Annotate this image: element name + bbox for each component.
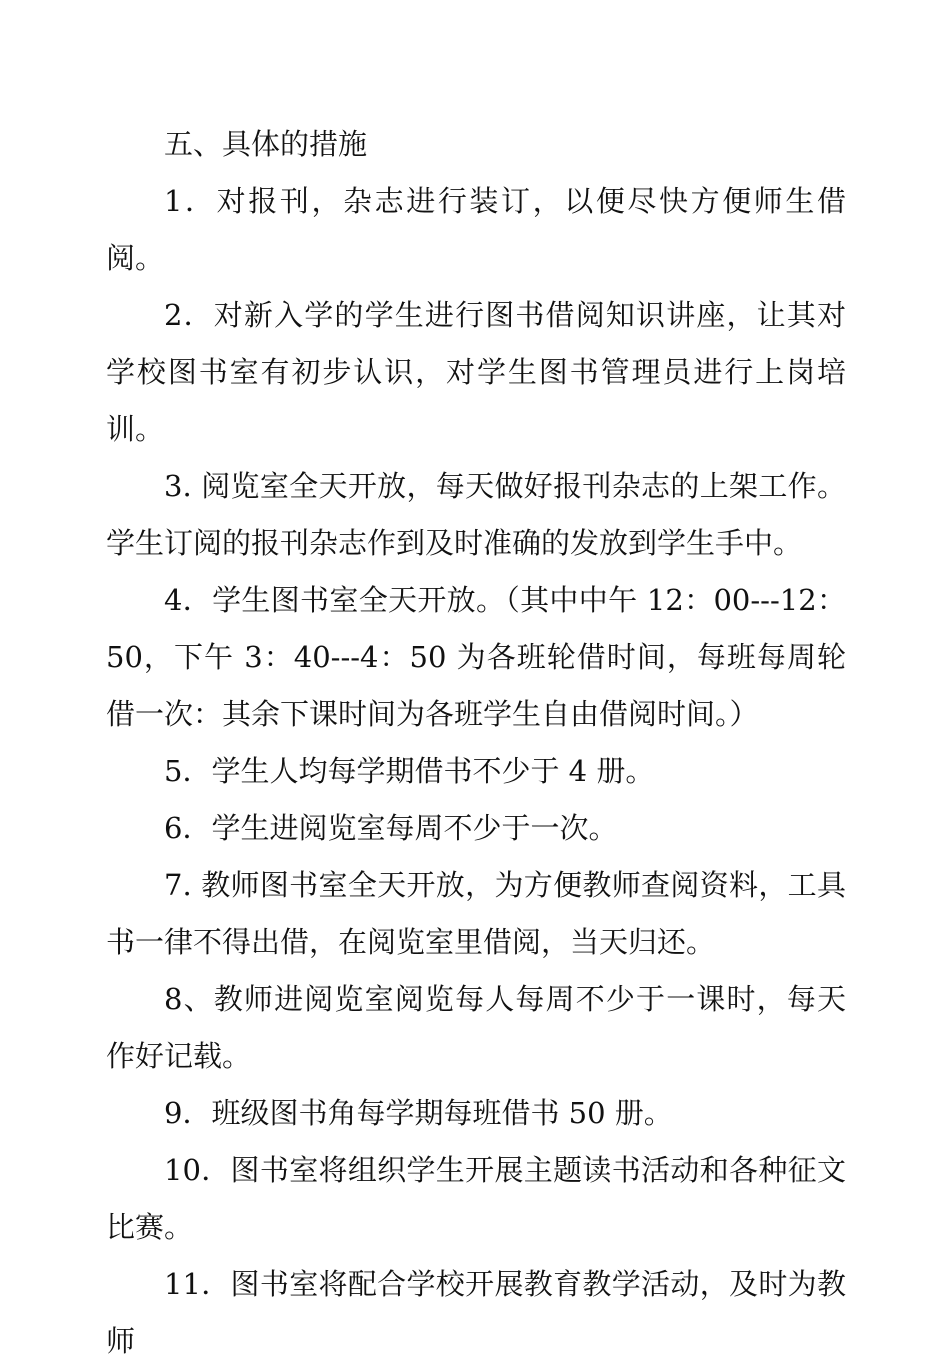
measure-item-3: 3. 阅览室全天开放，每天做好报刊杂志的上架工作。学生订阅的报刊杂志作到及时准确的发放到学生手中。 — [106, 469, 846, 560]
measure-item-5: 5．学生人均每学期借书不少于 4 册。 — [164, 754, 655, 788]
measure-item-8: 8、教师进阅览室阅览每人每周不少于一课时，每天作好记载。 — [106, 982, 846, 1073]
document-body — [106, 116, 846, 1370]
measure-item-1: 1．对报刊，杂志进行装订，以便尽快方便师生借阅。 — [106, 184, 846, 275]
measure-item-10: 10．图书室将组织学生开展主题读书活动和各种征文比赛。 — [106, 1153, 846, 1244]
measure-item-7: 7. 教师图书室全天开放，为方便教师查阅资料，工具书一律不得出借，在阅览室里借阅，当天归还。 — [106, 868, 846, 959]
measure-item-2: 2．对新入学的学生进行图书借阅知识讲座，让其对学校图书室有初步认识，对学生图书管理员进行上岗培训。 — [106, 298, 846, 446]
section-heading: 五、具体的措施 — [164, 127, 368, 161]
measure-item-11: 11．图书室将配合学校开展教育教学活动，及时为教师 — [106, 1267, 846, 1358]
measure-item-4: 4．学生图书室全天开放。（其中中午 12：00---12：50，下午 3：40---4：50 为各班轮借时间，每班每周轮借一次：其余下课时间为各班学生自由借阅时间。） — [106, 583, 846, 731]
measure-item-6: 6．学生进阅览室每周不少于一次。 — [164, 811, 618, 845]
measure-item-9: 9．班级图书角每学期每班借书 50 册。 — [164, 1096, 673, 1130]
